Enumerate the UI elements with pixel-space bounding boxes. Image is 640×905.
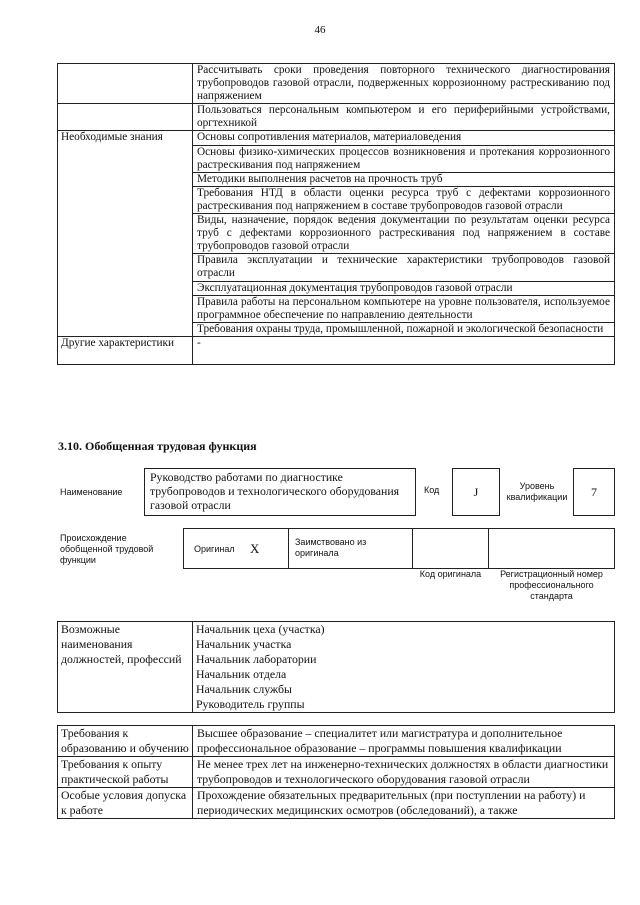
knowledge-label: Необходимые знания	[58, 131, 193, 336]
knowledge-item: Виды, назначение, порядок ведения документации по результатам оценки ресурса труб с дефектами коррозионного растрескивания под напряжением в составе трубопроводов газовой отрасли	[193, 214, 615, 254]
knowledge-item: Основы сопротивления материалов, материаловедения	[193, 131, 615, 145]
knowledge-item: Эксплуатационная документация трубопроводов газовой отрасли	[193, 281, 615, 295]
reg-number-cell	[488, 528, 615, 569]
table-row	[58, 726, 615, 757]
positions-list	[193, 622, 615, 713]
table-row	[58, 336, 615, 364]
position-item: Руководитель группы	[196, 697, 305, 711]
code-caption: Код оригинала	[419, 569, 482, 579]
knowledge-item: Требования охраны труда, промышленной, пожарной и экологической безопасности	[193, 322, 615, 336]
knowledge-item: Требования НТД в области оценки ресурса труб с дефектами коррозионного растрескивания под напряжением в составе трубопроводов газовой отрасли	[193, 186, 615, 213]
empty-label-cell	[58, 64, 193, 104]
requirements-table	[57, 725, 615, 819]
page-number: 46	[314, 24, 326, 36]
code-value-box: J	[452, 468, 500, 516]
knowledge-item: Правила работы на персональном компьютере на уровне пользователя, используемое программное обеспечение по направлению деятельности	[193, 295, 615, 322]
level-label: Уровень квалификации	[506, 481, 568, 502]
knowledge-table	[57, 63, 615, 365]
knowledge-item: Правила эксплуатации и технические характеристики трубопроводов газовой отрасли	[193, 254, 615, 281]
original-cell	[183, 528, 289, 569]
education-value: Высшее образование – специалитет или магистратура и дополнительное профессиональное образование – программы повышения квалификации	[193, 726, 615, 757]
action-cell: Пользоваться персональным компьютером и его периферийными устройствами, оргтехникой	[193, 104, 615, 131]
borrowed-label: Заимствовано из оригинала	[295, 537, 367, 558]
other-label: Другие характеристики	[58, 336, 193, 364]
function-name-box: Руководство работами по диагностике трубопроводов и технологического оборудования газовой отрасли	[144, 468, 416, 516]
other-value: -	[193, 336, 615, 364]
position-item: Начальник службы	[196, 682, 292, 696]
origin-label: Происхождение обобщенной трудовой функции	[60, 533, 154, 565]
table-row	[58, 757, 615, 788]
table-row	[58, 131, 615, 145]
original-label: Оригинал	[194, 544, 235, 554]
table-row	[58, 788, 615, 819]
position-item: Начальник цеха (участка)	[196, 622, 325, 636]
knowledge-item: Основы физико-химических процессов возникновения и протекания коррозионного растрескивания под напряжением	[193, 145, 615, 172]
empty-label-cell	[58, 104, 193, 131]
knowledge-item: Методики выполнения расчетов на прочность труб	[193, 172, 615, 186]
experience-value: Не менее трех лет на инженерно-технических должностях в области диагностики трубопроводов и технологического оборудования газовой отрасли	[193, 757, 615, 788]
borrowed-cell	[288, 528, 413, 569]
level-value-box: 7	[573, 468, 615, 516]
position-item: Начальник участка	[196, 637, 292, 651]
table-row	[58, 104, 615, 131]
position-item: Начальник отдела	[196, 667, 287, 681]
original-code-cell	[412, 528, 489, 569]
table-row	[58, 622, 615, 713]
name-label: Наименование	[60, 487, 123, 497]
admission-value: Прохождение обязательных предварительных (при поступлении на работу) и периодических медицинских осмотров (обследований), а также	[193, 788, 615, 819]
admission-label: Особые условия допуска к работе	[58, 788, 193, 819]
experience-label: Требования к опыту практической работы	[58, 757, 193, 788]
action-cell: Рассчитывать сроки проведения повторного технического диагностирования трубопроводов газовой отрасли, подверженных коррозионному растрескиванию под напряжением	[193, 64, 615, 104]
reg-caption: Регистрационный номер профессионального стандарта	[500, 569, 603, 601]
position-item: Начальник лаборатории	[196, 652, 317, 666]
original-mark: X	[250, 541, 260, 556]
code-label: Код	[424, 485, 440, 495]
positions-table	[57, 621, 615, 713]
positions-label: Возможные наименования должностей, профессий	[58, 622, 193, 713]
table-row	[58, 64, 615, 104]
section-heading: 3.10. Обобщенная трудовая функция	[58, 439, 257, 453]
education-label: Требования к образованию и обучению	[58, 726, 193, 757]
